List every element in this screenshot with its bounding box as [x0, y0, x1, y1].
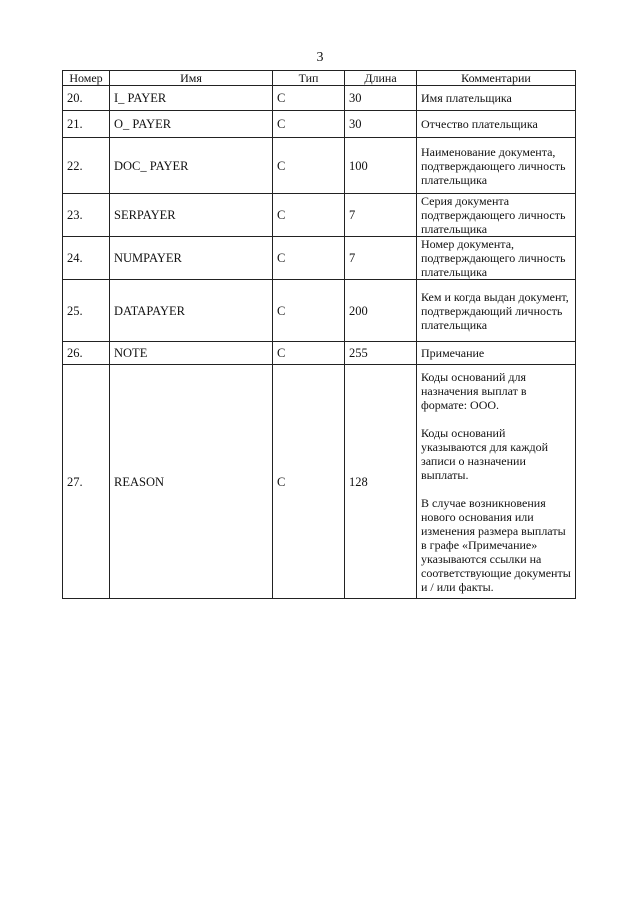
cell-length: 255	[345, 342, 417, 365]
cell-type: C	[273, 237, 345, 280]
cell-comment	[417, 138, 576, 194]
cell-comment	[417, 342, 576, 365]
cell-comment	[417, 365, 576, 599]
cell-num: 22.	[63, 138, 110, 194]
comment-paragraph: Примечание	[421, 346, 485, 360]
cell-num: 24.	[63, 237, 110, 280]
cell-num: 23.	[63, 194, 110, 237]
cell-name: REASON	[110, 365, 273, 599]
cell-num: 27.	[63, 365, 110, 599]
cell-length: 128	[345, 365, 417, 599]
table-row	[63, 111, 576, 138]
cell-length: 30	[345, 86, 417, 111]
table-row	[63, 342, 576, 365]
header-comment: Комментарии	[417, 71, 576, 86]
comment-paragraph: Отчество плательщика	[421, 117, 538, 131]
table-row	[63, 138, 576, 194]
comment-paragraph: Номер документа, подтверждающего личность плательщика	[421, 237, 566, 279]
fields-table	[62, 70, 576, 599]
cell-length: 200	[345, 280, 417, 342]
cell-type: C	[273, 86, 345, 111]
table-row	[63, 365, 576, 599]
cell-num: 25.	[63, 280, 110, 342]
cell-type: C	[273, 342, 345, 365]
table-row	[63, 280, 576, 342]
table-row	[63, 237, 576, 280]
cell-name: O_ PAYER	[110, 111, 273, 138]
header-name: Имя	[110, 71, 273, 86]
cell-length: 7	[345, 237, 417, 280]
comment-paragraph: Имя плательщика	[421, 91, 512, 105]
cell-name: NOTE	[110, 342, 273, 365]
cell-comment	[417, 237, 576, 280]
cell-comment	[417, 194, 576, 237]
header-length: Длина	[345, 71, 417, 86]
cell-name: NUMPAYER	[110, 237, 273, 280]
cell-length: 100	[345, 138, 417, 194]
cell-length: 7	[345, 194, 417, 237]
cell-type: C	[273, 138, 345, 194]
comment-paragraph: Коды оснований указываются для каждой записи о назначении выплаты.	[421, 425, 549, 482]
cell-type: C	[273, 111, 345, 138]
table-row	[63, 86, 576, 111]
comment-paragraph: Наименование документа, подтверждающего личность плательщика	[421, 144, 566, 187]
comment-paragraph: Серия документа подтверждающего личность плательщика	[421, 194, 566, 236]
comment-paragraph: В случае возникновения нового основания или изменения размера выплаты в графе «Примечание» указываются ссылки на соответствующие документы и / или факты.	[421, 495, 571, 594]
table-header-row	[63, 71, 576, 86]
cell-type: C	[273, 194, 345, 237]
cell-name: DATAPAYER	[110, 280, 273, 342]
cell-type: C	[273, 280, 345, 342]
page-number: 3	[316, 50, 324, 65]
cell-name: I_ PAYER	[110, 86, 273, 111]
cell-length: 30	[345, 111, 417, 138]
cell-comment	[417, 280, 576, 342]
cell-name: DOC_ PAYER	[110, 138, 273, 194]
table-body	[63, 86, 576, 599]
cell-type: C	[273, 365, 345, 599]
cell-num: 26.	[63, 342, 110, 365]
cell-num: 20.	[63, 86, 110, 111]
cell-comment	[417, 86, 576, 111]
comment-paragraph: Коды оснований для назначения выплат в формате: ООО.	[421, 369, 527, 412]
table-row	[63, 194, 576, 237]
cell-name: SERPAYER	[110, 194, 273, 237]
header-num: Номер	[63, 71, 110, 86]
cell-num: 21.	[63, 111, 110, 138]
comment-paragraph: Кем и когда выдан документ, подтверждающий личность плательщика	[421, 289, 569, 332]
cell-comment	[417, 111, 576, 138]
header-type: Тип	[273, 71, 345, 86]
